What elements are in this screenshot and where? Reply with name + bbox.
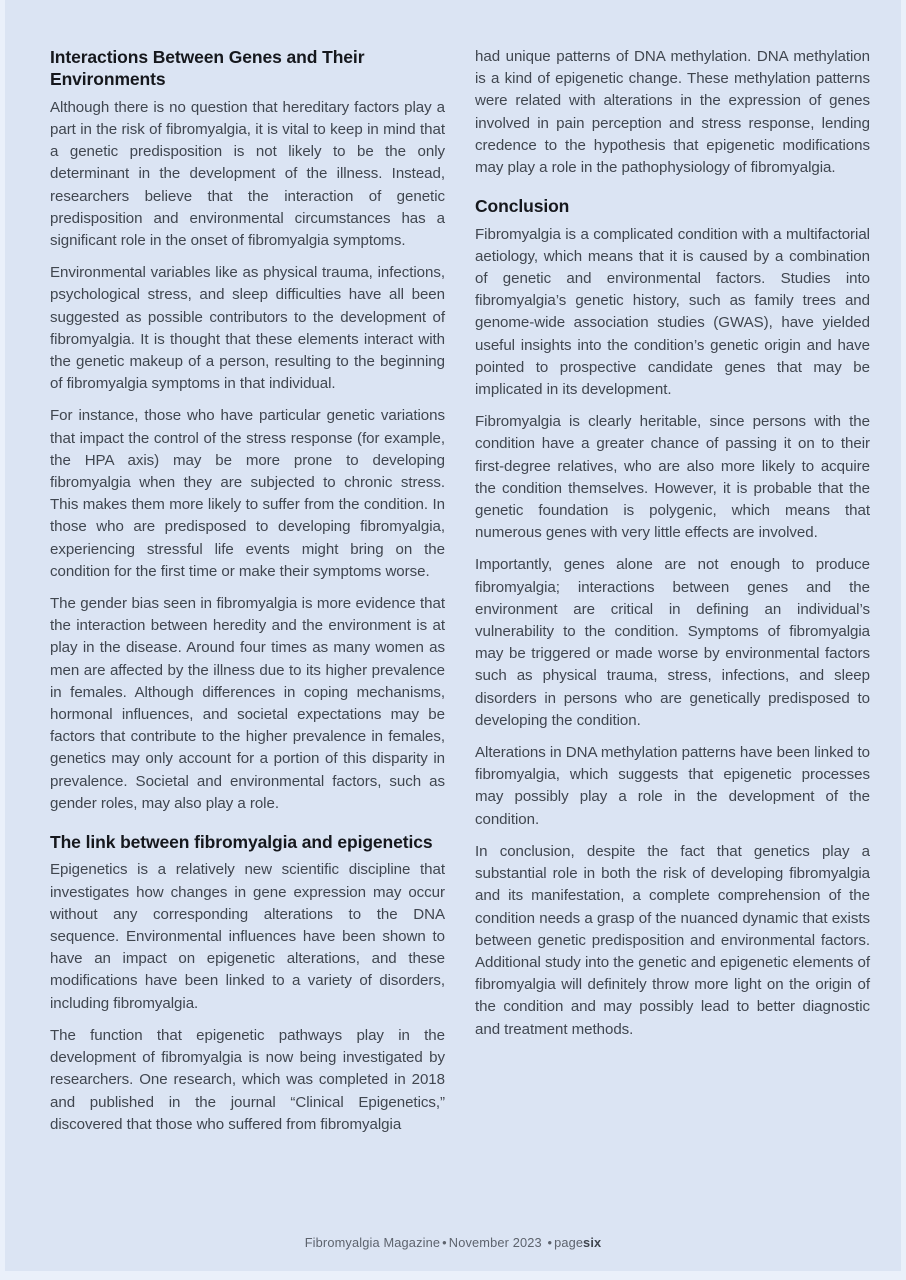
paragraph: Environmental variables like as physical trauma, infections, psychological stress, and sleep difficulties have all been suggested as possible contributors to the development of fibromyalgia. It is thought that these elements interact with the genetic makeup of a person, resulting to the beginning of fibromyalgia symptoms in that individual. (50, 264, 445, 393)
footer-issue-date: November 2023 (448, 1235, 542, 1250)
heading-conclusion: Conclusion (475, 196, 570, 217)
footer-page-label: page (554, 1235, 584, 1250)
footer-magazine-name: Fibromyalgia Magazine (304, 1235, 441, 1250)
paragraph: Epigenetics is a relatively new scientific discipline that investigates how changes in gene expression may occur without any corresponding alterations to the DNA sequence. Environmental influences have been shown to have an impact on epigenetic alterations, and these modifications have been linked to a variety of disorders, including fibromyalgia. (50, 861, 445, 1012)
paragraph: Fibromyalgia is a complicated condition with a multifactorial aetiology, which means that it is caused by a combination of genetic and environmental factors. Studies into fibromyalgia’s genetic history, such as family trees and genome-wide association studies (GWAS), have yielded useful insights into the condition’s genetic origin and have pointed to prospective candidate genes that may be implicated in its development. (475, 225, 870, 399)
paragraph: Alterations in DNA methylation patterns have been linked to fibromyalgia, which suggests that epigenetic processes may possibly play a role in the development of the condition. (475, 744, 870, 828)
heading-link-between-fibromyalgia-and-epigenetics: The link between fibromyalgia and epigenetics (50, 832, 433, 853)
footer-page-number: six (583, 1235, 602, 1250)
right-column (475, 46, 870, 1201)
paragraph: The gender bias seen in fibromyalgia is more evidence that the interaction between heredity and the environment is at play in the disease. Around four times as many women as men are affected by the illness due to its higher prevalence in females. Although differences in coping mechanisms, hormonal influences, and societal expectations may be factors that contribute to the higher prevalence in females, genetics may only account for a portion of this disparity in prevalence. Societal and environmental factors, such as gender roles, may also play a role. (50, 595, 445, 812)
page-footer (5, 1235, 901, 1250)
heading-interactions-between-genes: Interactions Between Genes and Their Environments (50, 47, 365, 90)
footer-separator-icon: • (547, 1235, 553, 1250)
article-columns (50, 46, 870, 1201)
paragraph: The function that epigenetic pathways play in the development of fibromyalgia is now being investigated by researchers. One research, which was completed in 2018 and published in the journal “Clinical Epigenetics,” discovered that those who suffered from fibromyalgia (50, 1026, 445, 1133)
paragraph: In conclusion, despite the fact that genetics play a substantial role in both the risk of developing fibromyalgia and its manifestation, a complete comprehension of the condition needs a grasp of the nuanced dynamic that exists between genetic predisposition and environmental factors. Additional study into the genetic and epigenetic elements of fibromyalgia will definitely throw more light on the origin of the condition and may possibly lead to better diagnostic and treatment methods. (475, 842, 870, 1038)
left-column (50, 46, 445, 1201)
paragraph: Although there is no question that hereditary factors play a part in the risk of fibromyalgia, it is vital to keep in mind that a genetic predisposition is not likely to be the only determinant in the development of the illness. Instead, researchers believe that the interaction of genetic predisposition and environmental circumstances has a significant role in the onset of fibromyalgia symptoms. (50, 98, 445, 249)
paragraph: had unique patterns of DNA methylation. DNA methylation is a kind of epigenetic change. These methylation patterns were related with alterations in the expression of genes involved in pain perception and stress response, lending credence to the hypothesis that epigenetic modifications may play a role in the pathophysiology of fibromyalgia. (475, 48, 870, 177)
paragraph: Fibromyalgia is clearly heritable, since persons with the condition have a greater chance of passing it on to their first-degree relatives, who are also more likely to acquire the condition themselves. However, it is probable that the genetic foundation is polygenic, which means that numerous genes with very little effects are involved. (475, 413, 870, 542)
paragraph: For instance, those who have particular genetic variations that impact the control of the stress response (for example, the HPA axis) may be more prone to developing fibromyalgia when they are subjected to chronic stress. This makes them more likely to suffer from the condition. In those who are predisposed to developing fibromyalgia, experiencing stressful life events might bring on the condition for the first time or make their symptoms worse. (50, 407, 445, 580)
paragraph: Importantly, genes alone are not enough to produce fibromyalgia; interactions between genes and the environment are critical in defining an individual’s vulnerability to the condition. Symptoms of fibromyalgia may be triggered or made worse by environmental factors such as physical trauma, stress, infections, and sleep disorders in persons who are genetically predisposed to developing the condition. (475, 556, 870, 729)
footer-separator-icon: • (442, 1235, 447, 1250)
